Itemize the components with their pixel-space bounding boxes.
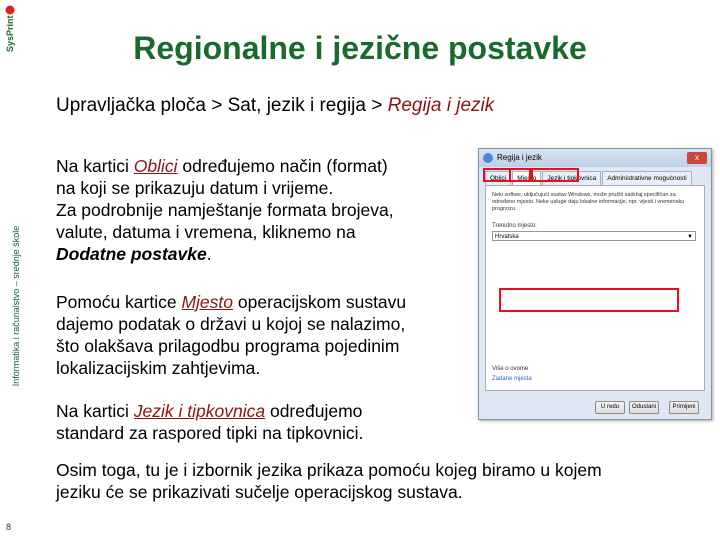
dialog-titlebar xyxy=(479,149,711,167)
sidebar-course-label: Informatika i računalstvo – srednje škole xyxy=(11,225,21,387)
region-language-dialog xyxy=(478,148,712,420)
text-line: valute, datuma i vremena, kliknemo na xyxy=(56,222,356,242)
text: . xyxy=(206,244,212,264)
cancel-button[interactable]: Odustani xyxy=(629,401,659,414)
breadcrumb-current: Regija i jezik xyxy=(387,95,495,116)
text: Pomoću kartice xyxy=(56,292,182,312)
highlight-box-dodatne-postavke xyxy=(499,288,679,312)
highlight-jezik-i-tipkovnica: Jezik i tipkovnica xyxy=(133,401,266,421)
ok-button[interactable]: U redu xyxy=(595,401,625,414)
text-line: jeziku će se prikazivati sučelje operacijskog sustava. xyxy=(56,482,463,502)
paragraph-izbornik xyxy=(56,459,602,503)
dodatne-postavke-text: Dodatne postavke xyxy=(56,244,207,264)
tab-jezik-i-tipkovnica[interactable]: Jezik i tipkovnica xyxy=(542,171,601,185)
highlight-mjesto: Mjesto xyxy=(181,292,234,312)
highlight-oblici: Oblici xyxy=(133,156,178,176)
text-line: Osim toga, tu je i izbornik jezika prikaza pomoću kojeg biramo u kojem xyxy=(56,460,602,480)
page-number: 8 xyxy=(6,522,12,532)
default-location-link[interactable]: Zadane mjesta xyxy=(492,376,532,382)
tab-oblici[interactable]: Oblici xyxy=(485,171,511,185)
breadcrumb-path: Upravljačka ploča > Sat, jezik i regija > xyxy=(56,95,388,116)
dialog-description: Neki softver, uključujući sustav Windows, može pružiti sadržaj specifičan za određeno mjesto. Neke usluge daju lokalne informacije, npr. vijesti i vremensku prognozu. xyxy=(492,192,685,212)
page-title: Regionalne i jezične postavke xyxy=(133,30,587,66)
dialog-title: Regija i jezik xyxy=(497,153,542,162)
svg-text:SysPrint: SysPrint xyxy=(5,15,15,52)
tab-administrativne[interactable]: Administrativne mogućnosti xyxy=(602,171,691,185)
text: određujemo xyxy=(265,401,363,421)
highlight-box-mjesto xyxy=(509,168,531,182)
apply-button[interactable]: Primijeni xyxy=(669,401,699,414)
text-line: standard za raspored tipki na tipkovnici. xyxy=(56,423,364,443)
chevron-down-icon: ▼ xyxy=(687,234,693,240)
paragraph-mjesto xyxy=(56,291,406,379)
paragraph-jezik xyxy=(56,400,363,444)
text-line: Za podrobnije namještanje formata brojeva, xyxy=(56,200,394,220)
text-line: na koji se prikazuju datum i vrijeme. xyxy=(56,178,334,198)
text: Na kartici xyxy=(56,401,134,421)
text: operacijskom sustavu xyxy=(233,292,407,312)
location-value: Hrvatska xyxy=(495,234,519,240)
globe-icon xyxy=(483,153,493,163)
breadcrumb xyxy=(56,95,494,117)
paragraph-oblici xyxy=(56,155,394,265)
tab-mjesto[interactable]: Mjesto xyxy=(512,171,541,185)
location-select[interactable] xyxy=(492,231,696,241)
text-line: lokalizacijskim zahtjevima. xyxy=(56,358,261,378)
view-more-text: Više o ovome xyxy=(492,366,529,372)
text-line: dajemo podatak o državi u kojoj se nalazimo, xyxy=(56,314,406,334)
highlight-box-oblici xyxy=(483,168,511,182)
close-button[interactable]: x xyxy=(687,152,707,164)
location-label: Trenutno mjesto: xyxy=(492,223,537,229)
text-line: što olakšava prilagodbu programa pojedinim xyxy=(56,336,400,356)
highlight-box-jezik xyxy=(531,168,579,182)
text: određujemo način (format) xyxy=(177,156,388,176)
text: Na kartici xyxy=(56,156,134,176)
